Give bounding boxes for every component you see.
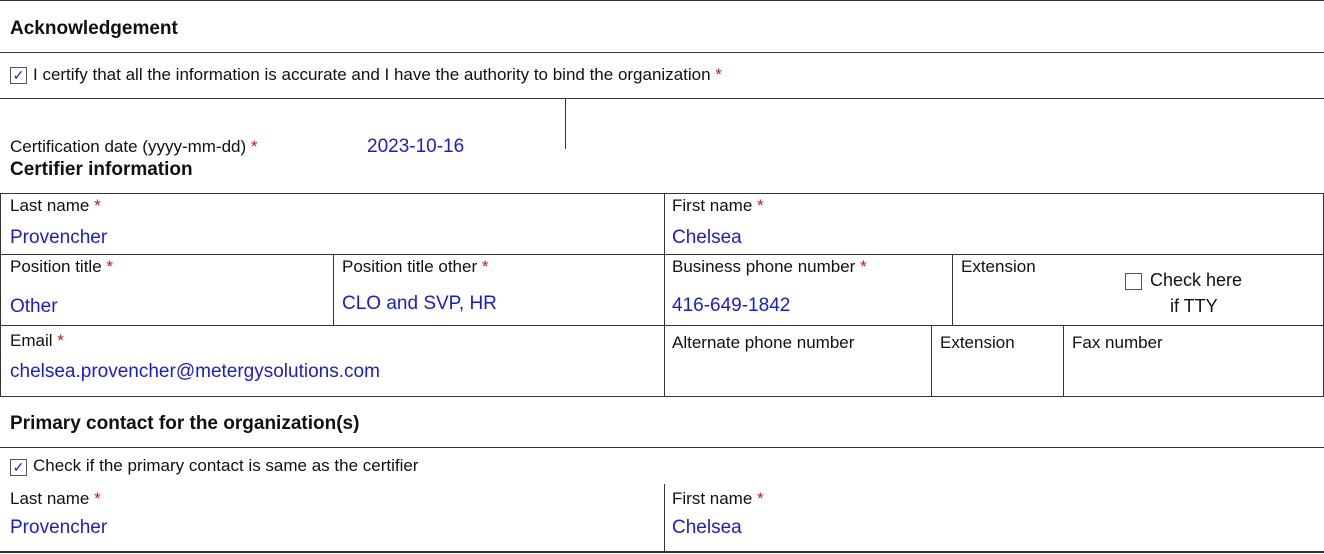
contact-first-name-field[interactable]: Chelsea <box>672 517 742 538</box>
tty-label-line2: if TTY <box>1170 296 1218 316</box>
certifier-first-name-label: First name * <box>672 196 764 215</box>
certifier-section-title: Certifier information <box>10 159 193 180</box>
contact-last-name-label: Last name * <box>10 489 101 508</box>
certification-date-field[interactable]: 2023-10-16 <box>367 136 465 157</box>
required-mark: * <box>94 196 101 215</box>
required-mark: * <box>250 137 258 156</box>
certifier-first-name-field[interactable]: Chelsea <box>672 227 742 248</box>
tty-label-line1: Check here <box>1150 270 1243 290</box>
required-mark: * <box>757 196 764 215</box>
required-mark: * <box>860 257 867 276</box>
alt-extension-label: Extension <box>940 333 1015 352</box>
primary-contact-title: Primary contact for the organization(s) <box>10 413 360 434</box>
required-mark: * <box>57 331 64 350</box>
certification-date-label: Certification date (yyyy-mm-dd) * <box>10 137 258 156</box>
check-icon: ✓ <box>12 67 25 83</box>
acknowledgement-title: Acknowledgement <box>10 18 178 39</box>
required-mark: * <box>757 489 764 508</box>
certify-label: I certify that all the information is accurate and I have the authority to bind the organization * <box>33 65 722 84</box>
business-phone-label: Business phone number * <box>672 257 867 276</box>
required-mark: * <box>106 257 114 276</box>
position-title-field[interactable]: Other <box>10 296 58 317</box>
fax-label: Fax number <box>1072 333 1163 352</box>
required-mark: * <box>94 489 101 508</box>
certifier-last-name-field[interactable]: Provencher <box>10 227 108 248</box>
required-mark: * <box>481 257 489 276</box>
check-icon: ✓ <box>12 459 25 475</box>
certify-checkbox[interactable] <box>10 67 27 84</box>
certifier-last-name-label: Last name * <box>10 196 101 215</box>
position-title-label: Position title * <box>10 257 114 276</box>
position-other-label: Position title other * <box>342 257 489 276</box>
tty-checkbox[interactable] <box>1125 273 1142 290</box>
email-field[interactable]: chelsea.provencher@metergysolutions.com <box>10 361 380 382</box>
extension-label: Extension <box>961 257 1036 276</box>
same-as-certifier-checkbox[interactable] <box>10 459 27 476</box>
contact-first-name-label: First name * <box>672 489 764 508</box>
email-label: Email * <box>10 331 64 350</box>
position-other-field[interactable]: CLO and SVP, HR <box>342 293 497 314</box>
same-as-certifier-label: Check if the primary contact is same as the certifier <box>33 456 419 475</box>
business-phone-field[interactable]: 416-649-1842 <box>672 295 791 316</box>
required-mark: * <box>715 65 722 84</box>
contact-last-name-field[interactable]: Provencher <box>10 517 108 538</box>
alt-phone-label: Alternate phone number <box>672 333 855 352</box>
